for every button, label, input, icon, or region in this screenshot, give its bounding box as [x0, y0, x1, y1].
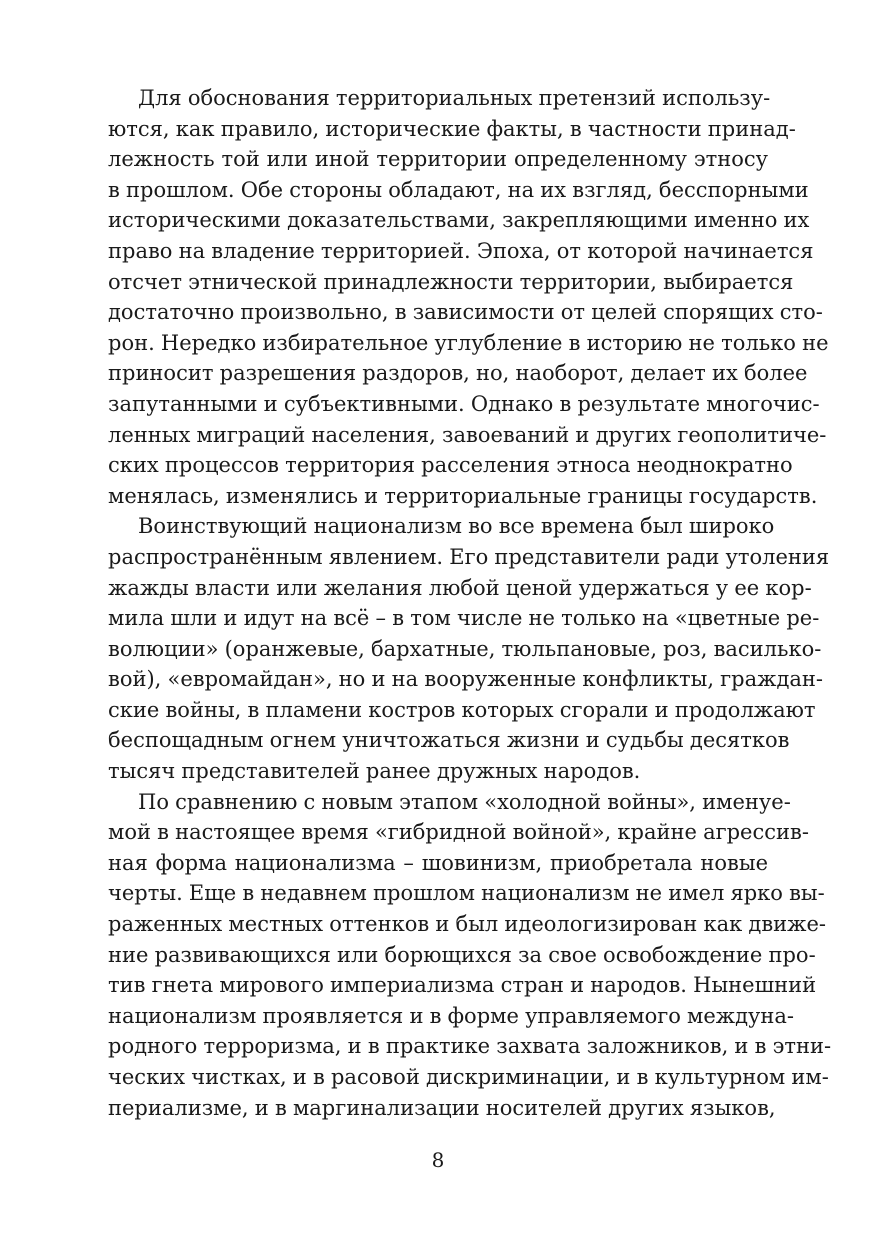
body-text: [108, 83, 832, 1123]
text-line: беспощадным огнем уничтожаться жизни и судьбы десятков: [108, 728, 790, 753]
paragraph-1: [108, 83, 829, 511]
text-line: Для обоснования территориальных претензий использу-: [138, 86, 771, 110]
text-line: ние развивающихся или борющихся за свое освобождение про-: [108, 942, 816, 967]
text-line: рон. Нередко избирательное углубление в историю не только не: [108, 330, 829, 355]
text-line: родного терроризма, и в практике захвата заложников, и в этни-: [108, 1034, 832, 1059]
text-line: ских процессов территория расселения этноса неоднократно: [108, 453, 793, 478]
text-line: историческими доказательствами, закрепляющими именно их: [108, 208, 810, 233]
text-line: Воинствующий национализм во все времена был широко: [138, 514, 775, 539]
text-line: приносит разрешения раздоров, но, наоборот, делает их более: [108, 361, 808, 386]
text-line: менялась, изменялись и территориальные границы государств.: [108, 483, 818, 508]
page-number: 8: [431, 1148, 445, 1172]
text-line: жажды власти или желания любой ценой удержаться у ее кор-: [108, 575, 812, 600]
text-line: периализме, и в маргинализации носителей других языков,: [108, 1095, 776, 1120]
text-line: мой в настоящее время «гибридной войной», крайне агрессив-: [108, 820, 809, 845]
text-line: вой), «евромайдан», но и на вооруженные конфликты, граждан-: [108, 667, 824, 692]
text-line: лежность той или иной территории определенному этносу: [108, 147, 768, 172]
text-line: национализм проявляется и в форме управляемого междуна-: [108, 1003, 795, 1028]
text-line: раженных местных оттенков и был идеологизирован как движе-: [108, 912, 826, 937]
text-line: распространённым явлением. Его представители ради утоления: [108, 544, 830, 569]
text-line: ются, как правило, исторические факты, в частности принад-: [108, 116, 796, 141]
text-line: волюции» (оранжевые, бархатные, тюльпановые, роз, василько-: [108, 636, 822, 661]
text-line: ленных миграций населения, завоеваний и других геополитиче-: [108, 422, 827, 447]
text-line: тив гнета мирового империализма стран и народов. Нынешний: [108, 973, 817, 998]
text-line: ские войны, в пламени костров которых сгорали и продолжают: [108, 697, 816, 722]
text-line: По сравнению с новым этапом «холодной войны», именуе-: [138, 789, 791, 814]
text-line: черты. Еще в недавнем прошлом национализм не имел ярко вы-: [108, 881, 825, 906]
text-line: отсчет этнической принадлежности территории, выбирается: [108, 269, 794, 294]
paragraph-2: [108, 511, 830, 786]
text-line: право на владение территорией. Эпоха, от которой начинается: [108, 238, 814, 263]
text-line: ческих чистках, и в расовой дискриминации, и в культурном им-: [108, 1065, 829, 1089]
text-line: ная форма национализма – шовинизм, приобретала новые: [108, 850, 768, 875]
text-line: запутанными и субъективными. Однако в результате многочис-: [108, 391, 820, 416]
text-line: тысяч представителей ранее дружных народов.: [108, 759, 641, 784]
text-line: в прошлом. Обе стороны обладают, на их взгляд, бесспорными: [108, 177, 809, 202]
text-line: мила шли и идут на всё – в том числе не только на «цветные ре-: [108, 606, 820, 631]
text-line: достаточно произвольно, в зависимости от целей спорящих сто-: [108, 300, 823, 325]
paragraph-3: [108, 787, 832, 1124]
